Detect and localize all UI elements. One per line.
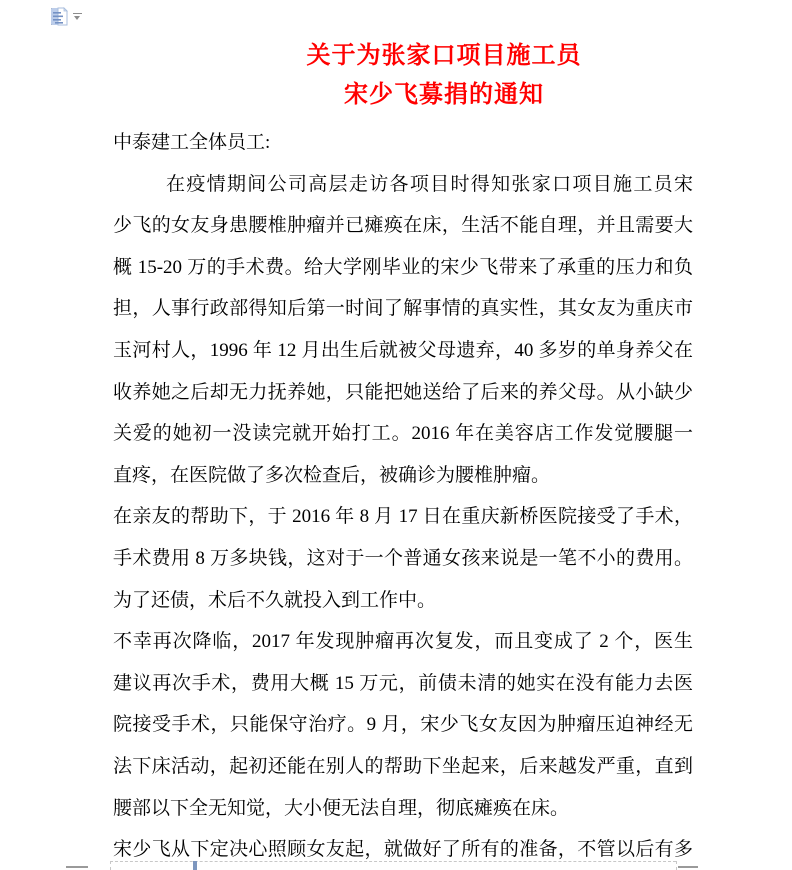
text-line: 概 15-20 万的手术费。给大学刚毕业的宋少飞带来了承重的压力和负 bbox=[113, 256, 693, 278]
text-line: 收养她之后却无力抚养她，只能把她送给了后来的养父母。从小缺少 bbox=[113, 381, 693, 403]
text-line: 在亲友的帮助下，于 2016 年 8 月 17 日在重庆新桥医院接受了手术， bbox=[113, 506, 693, 528]
document-title bbox=[98, 37, 790, 115]
text-line: 法下床活动，起初还能在别人的帮助下坐起来，后来越发严重，直到 bbox=[113, 755, 693, 777]
text-line: 不幸再次降临，2017 年发现肿瘤再次复发，而且变成了 2 个，医生 bbox=[113, 631, 693, 653]
table-border-segment bbox=[66, 866, 88, 868]
paste-options-icon bbox=[49, 7, 69, 27]
paste-options-button[interactable] bbox=[49, 5, 83, 29]
text-line: 玉河村人，1996 年 12 月出生后就被父母遗弃，40 多岁的单身养父在 bbox=[113, 339, 693, 361]
table-border-segment bbox=[678, 866, 698, 868]
text-line: 关爱的她初一没读完就开始打工。2016 年在美容店工作发觉腰腿一 bbox=[113, 423, 693, 445]
table-gridline-left bbox=[110, 861, 111, 870]
text-line: 腰部以下全无知觉，大小便无法自理，彻底瘫痪在床。 bbox=[113, 797, 570, 819]
title-line-1: 关于为张家口项目施工员 bbox=[306, 43, 582, 69]
text-line: 为了还债，术后不久就投入到工作中。 bbox=[113, 589, 437, 611]
text-line: 担，人事行政部得知后第一时间了解事情的真实性，其女友为重庆市 bbox=[113, 298, 693, 320]
text-line: 建议再次手术，费用大概 15 万元，前债未清的她实在没有能力去医 bbox=[113, 672, 693, 694]
document-body[interactable] bbox=[113, 122, 693, 870]
text-line: 院接受手术，只能保守治疗。9 月，宋少飞女友因为肿瘤压迫神经无 bbox=[113, 714, 693, 736]
table-gridline-right bbox=[676, 861, 677, 870]
text-line: 手术费用 8 万多块钱，这对于一个普通女孩来说是一笔不小的费用。 bbox=[113, 547, 693, 569]
text-cursor bbox=[193, 861, 197, 870]
chevron-down-icon bbox=[73, 13, 82, 22]
text-line: 少飞的女友身患腰椎肿瘤并已瘫痪在床，生活不能自理，并且需要大 bbox=[113, 215, 693, 237]
text-line: 直疼，在医院做了多次检查后，被确诊为腰椎肿瘤。 bbox=[113, 464, 551, 486]
text-line: 宋少飞从下定决心照顾女友起，就做好了所有的准备，不管以后有多 bbox=[113, 839, 693, 861]
text-line: 在疫情期间公司高层走访各项目时得知张家口项目施工员宋 bbox=[166, 173, 693, 195]
title-line-2: 宋少飞募捐的通知 bbox=[344, 82, 544, 108]
text-line: 中泰建工全体员工: bbox=[113, 132, 271, 153]
